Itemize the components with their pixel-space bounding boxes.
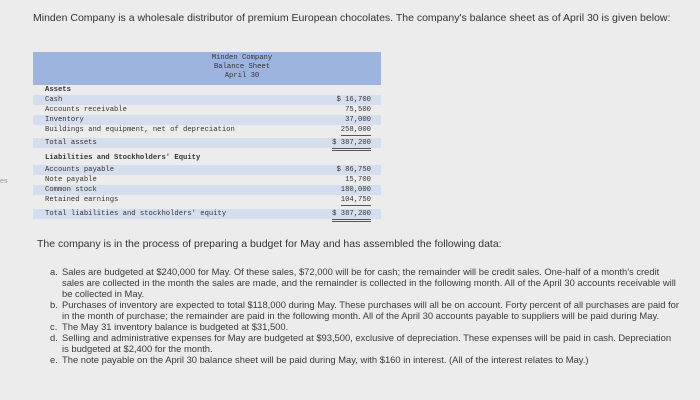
item-label: d. — [50, 332, 58, 343]
item-text: The note payable on the April 30 balance sheet will be paid during May, with $160 in interest. (All of the interest relates to May.) — [62, 354, 589, 365]
company-name: Minden Company — [211, 54, 273, 62]
item-label: c. — [50, 321, 58, 332]
total-liabilities-label: Total liabilities and stockholders' equity — [45, 210, 227, 218]
retained-earnings-label: Retained earnings — [45, 196, 119, 204]
cropped-edge-text: es — [0, 178, 8, 185]
assumptions-list — [50, 266, 680, 365]
list-item — [50, 266, 680, 299]
statement-date: April 30 — [224, 72, 260, 80]
list-item — [50, 354, 680, 365]
retained-earnings-amount: 104,750 — [340, 196, 371, 204]
accounts-payable-label: Accounts payable — [45, 166, 115, 174]
item-label: b. — [50, 299, 58, 310]
list-item — [50, 332, 680, 354]
item-text: Selling and administrative expenses for May are budgeted at $93,500, exclusive of depreciation. These expenses will be paid in cash. Depreciation is budgeted at $2,400 for the month. — [62, 332, 672, 354]
total-assets-amount: $ 387,200 — [332, 138, 371, 151]
assumptions-intro: The company is in the process of preparing a budget for May and has assembled the following data: — [37, 238, 502, 250]
assets-heading: Assets — [45, 86, 71, 94]
inventory-amount: 37,000 — [345, 116, 371, 124]
balance-sheet-header — [33, 52, 381, 85]
inventory-label: Inventory — [45, 116, 84, 124]
list-item — [50, 321, 680, 332]
item-label: a. — [50, 266, 58, 277]
cash-amount: $ 16,700 — [336, 96, 371, 104]
item-text: Sales are budgeted at $240,000 for May. Of these sales, $72,000 will be for cash; the remainder will be credit sales. One-half of a month's credit sales are collected in the month the sales are made, and the remainder is collected in the following month. All of the April 30 accounts receivable will be collected in May. — [62, 266, 676, 299]
balance-sheet — [33, 52, 381, 227]
receivable-label: Accounts receivable — [45, 106, 127, 114]
liabilities-heading: Liabilities and Stockholders' Equity — [45, 154, 201, 162]
buildings-label: Buildings and equipment, net of depreciation — [45, 126, 235, 134]
accounts-payable-amount: $ 86,750 — [336, 166, 371, 174]
statement-name: Balance Sheet — [213, 63, 271, 71]
total-assets-label: Total assets — [45, 139, 97, 147]
cash-label: Cash — [45, 96, 63, 104]
item-text: Purchases of inventory are expected to total $118,000 during May. These purchases will all be on account. Forty percent of all purchases are paid for in the month of purchase; the remainder are paid in the following month. All of the April 30 accounts payable to suppliers will be paid during May. — [62, 299, 680, 321]
row-band — [33, 95, 381, 105]
common-stock-amount: 180,000 — [340, 186, 371, 194]
note-payable-label: Note payable — [45, 176, 97, 184]
receivable-amount: 75,500 — [345, 106, 371, 114]
item-label: e. — [50, 354, 58, 365]
common-stock-label: Common stock — [45, 186, 97, 194]
row-band — [33, 115, 381, 125]
item-text: The May 31 inventory balance is budgeted at $31,500. — [62, 321, 289, 332]
buildings-amount: 258,000 — [340, 126, 371, 134]
intro-paragraph: Minden Company is a wholesale distributor of premium European chocolates. The company's balance sheet as of April 30 is given below: — [33, 12, 671, 24]
list-item — [50, 299, 680, 321]
note-payable-amount: 15,700 — [345, 176, 371, 184]
total-liabilities-amount: $ 387,200 — [332, 209, 371, 222]
